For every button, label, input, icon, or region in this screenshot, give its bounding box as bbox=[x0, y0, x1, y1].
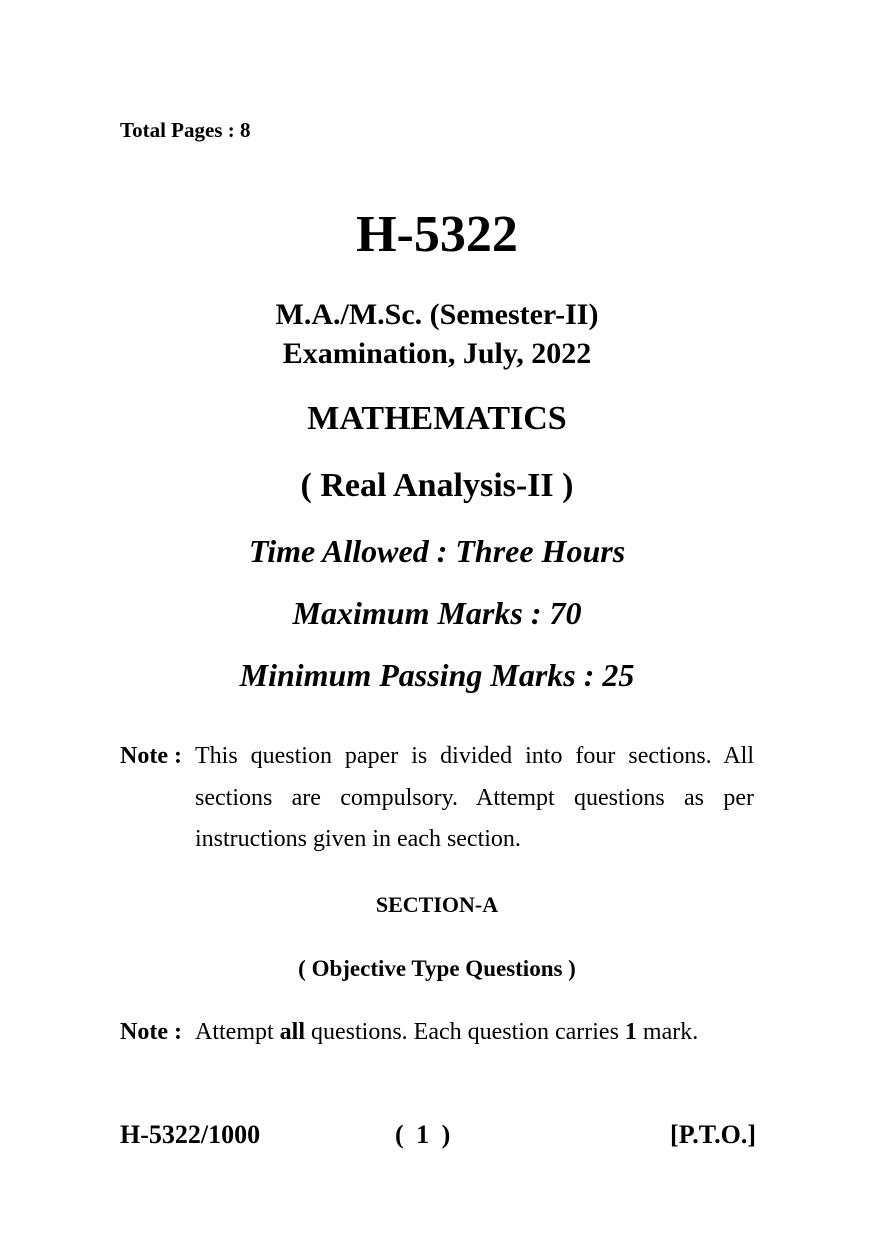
section-a-heading: SECTION-A bbox=[375, 892, 499, 917]
general-note-label: Note : bbox=[120, 743, 182, 769]
exam-session-line: Examination, July, 2022 bbox=[282, 337, 592, 370]
note-text-part: mark. bbox=[636, 1019, 699, 1045]
minimum-passing-marks: Minimum Passing Marks : 25 bbox=[239, 657, 635, 693]
general-note bbox=[120, 736, 754, 861]
total-pages: Total Pages : 8 bbox=[120, 118, 251, 142]
general-note-text: This question paper is divided into four sections. All sections are compulsory. Attempt questions as per instructions given in each section. bbox=[195, 743, 754, 852]
section-a-note bbox=[120, 1012, 754, 1054]
note-text-part: questions. Each question carries bbox=[305, 1019, 625, 1045]
footer-paper-code: H-5322/1000 bbox=[120, 1120, 261, 1149]
footer-pto: [P.T.O.] bbox=[670, 1120, 756, 1149]
course-line: M.A./M.Sc. (Semester-II) bbox=[275, 298, 599, 331]
section-a-note-text bbox=[195, 1012, 754, 1054]
note-emphasis-marks: 1 bbox=[624, 1019, 637, 1045]
paper-code-title: H-5322 bbox=[356, 206, 518, 263]
footer-page-number: ( 1 ) bbox=[395, 1120, 451, 1149]
paper-title: ( Real Analysis-II ) bbox=[300, 467, 574, 504]
maximum-marks: Maximum Marks : 70 bbox=[292, 595, 582, 631]
note-emphasis-all: all bbox=[279, 1019, 305, 1045]
note-text-part: Attempt bbox=[195, 1019, 280, 1045]
subject-title: MATHEMATICS bbox=[307, 400, 567, 437]
section-a-note-label: Note : bbox=[120, 1019, 182, 1045]
section-a-subheading: ( Objective Type Questions ) bbox=[298, 956, 576, 981]
time-allowed: Time Allowed : Three Hours bbox=[248, 533, 626, 569]
